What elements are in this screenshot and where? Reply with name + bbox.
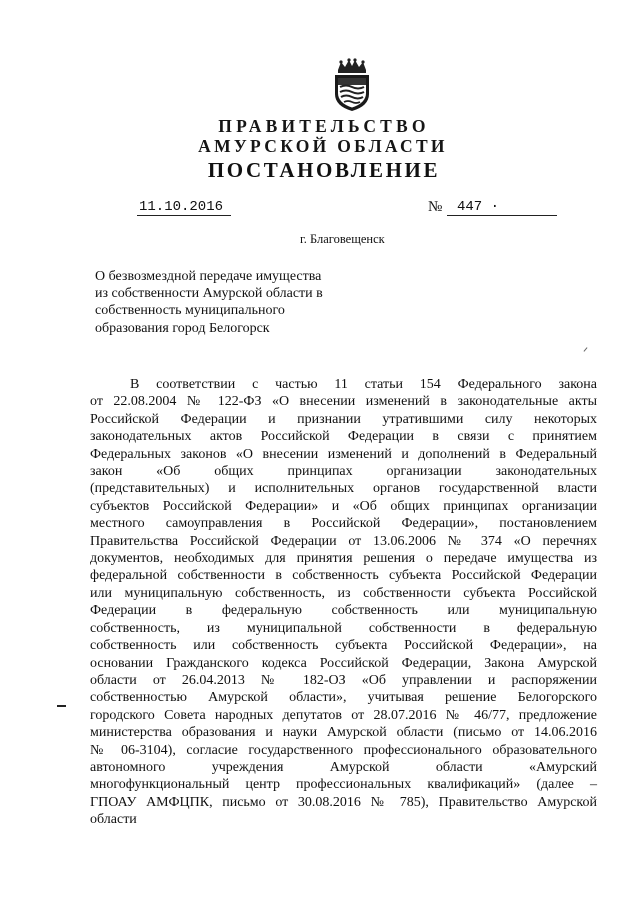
body-line: области от 26.04.2013 № 182-ОЗ «Об управлении и распоряжении [90,672,597,688]
body-line: Правительства Российской Федерации от 13.06.2006 № 374 «О перечнях [90,533,597,549]
body-line: автономного учреждения Амурской области «Амурский [90,759,597,775]
body-line: Федерации в федеральную собственность или муниципальную [90,603,597,619]
number-sign: № [428,199,443,215]
body-line: местного самоуправления в Российской Федерации», постановлением [90,516,597,532]
document-subject [95,268,375,337]
organization-name-line1: ПРАВИТЕЛЬСТВО [218,116,430,136]
body-line: собственность, из муниципальной собственности в федеральную [90,620,597,636]
document-body [90,376,597,829]
body-line: основании Гражданского кодекса Российской Федерации, Закона Амурской [90,655,597,671]
body-line: от 22.08.2004 № 122-ФЗ «О внесении изменений в законодательные акты [90,394,597,410]
scan-mark [584,347,588,351]
body-line: В соответствии с частью 11 статьи 154 Федерального закона [130,377,597,392]
body-line: Российской Федерации и признании утратившими силу некоторых [90,411,597,427]
subject-line: О безвозмездной передаче имущества [95,269,322,284]
body-line: Федеральных законов «О внесении изменений и дополнений в Федеральный [90,446,597,462]
amur-oblast-coat-of-arms-icon [329,58,375,112]
body-line: ГПОАУ АМФЦПК, письмо от 30.08.2016 № 785), Правительство Амурской [90,794,597,810]
subject-line: собственность муниципального [95,303,285,319]
subject-line: из собственности Амурской области в [95,286,323,302]
body-line: собственность или собственность субъекта Российской Федерации», на [90,638,597,654]
city-name: г. Благовещенск [300,232,385,246]
body-line: (представительных) и исполнительных органов государственной власти [90,481,597,497]
body-line: субъектов Российской Федерации» и «Об общих принципах организации [90,498,597,514]
body-line: закон «Об общих принципах организации законодательных [90,464,597,480]
document-number: 447 · [447,199,557,216]
body-line: или муниципальную собственность, из собственности субъекта Российской [90,585,597,601]
body-line: собственностью Амурской области», учитывая решение Белогорского [90,690,597,706]
body-line: городского Совета народных депутатов от 28.07.2016 № 46/77, предложение [90,707,597,723]
subject-line: образования город Белогорск [95,320,270,336]
body-line: документов, необходимых для принятия решения о передаче имущества из [90,551,597,567]
scan-mark [57,705,66,707]
body-line: министерства образования и науки Амурской области (письмо от 14.06.2016 [90,725,597,741]
body-line: многофункциональный центр профессиональных квалификаций» (далее – [90,777,597,793]
body-line: № 06-3104), согласие государственного профессионального образовательного [90,742,597,758]
organization-name-line2: АМУРСКОЙ ОБЛАСТИ [198,136,448,156]
document-type-title: ПОСТАНОВЛЕНИЕ [207,158,441,182]
body-line: области [90,812,137,828]
document-date: 11.10.2016 [137,199,231,216]
body-line: законодательных актов Российской Федерации в связи с принятием [90,429,597,445]
body-line: федеральной собственности в собственность субъекта Российской Федерации [90,568,597,584]
